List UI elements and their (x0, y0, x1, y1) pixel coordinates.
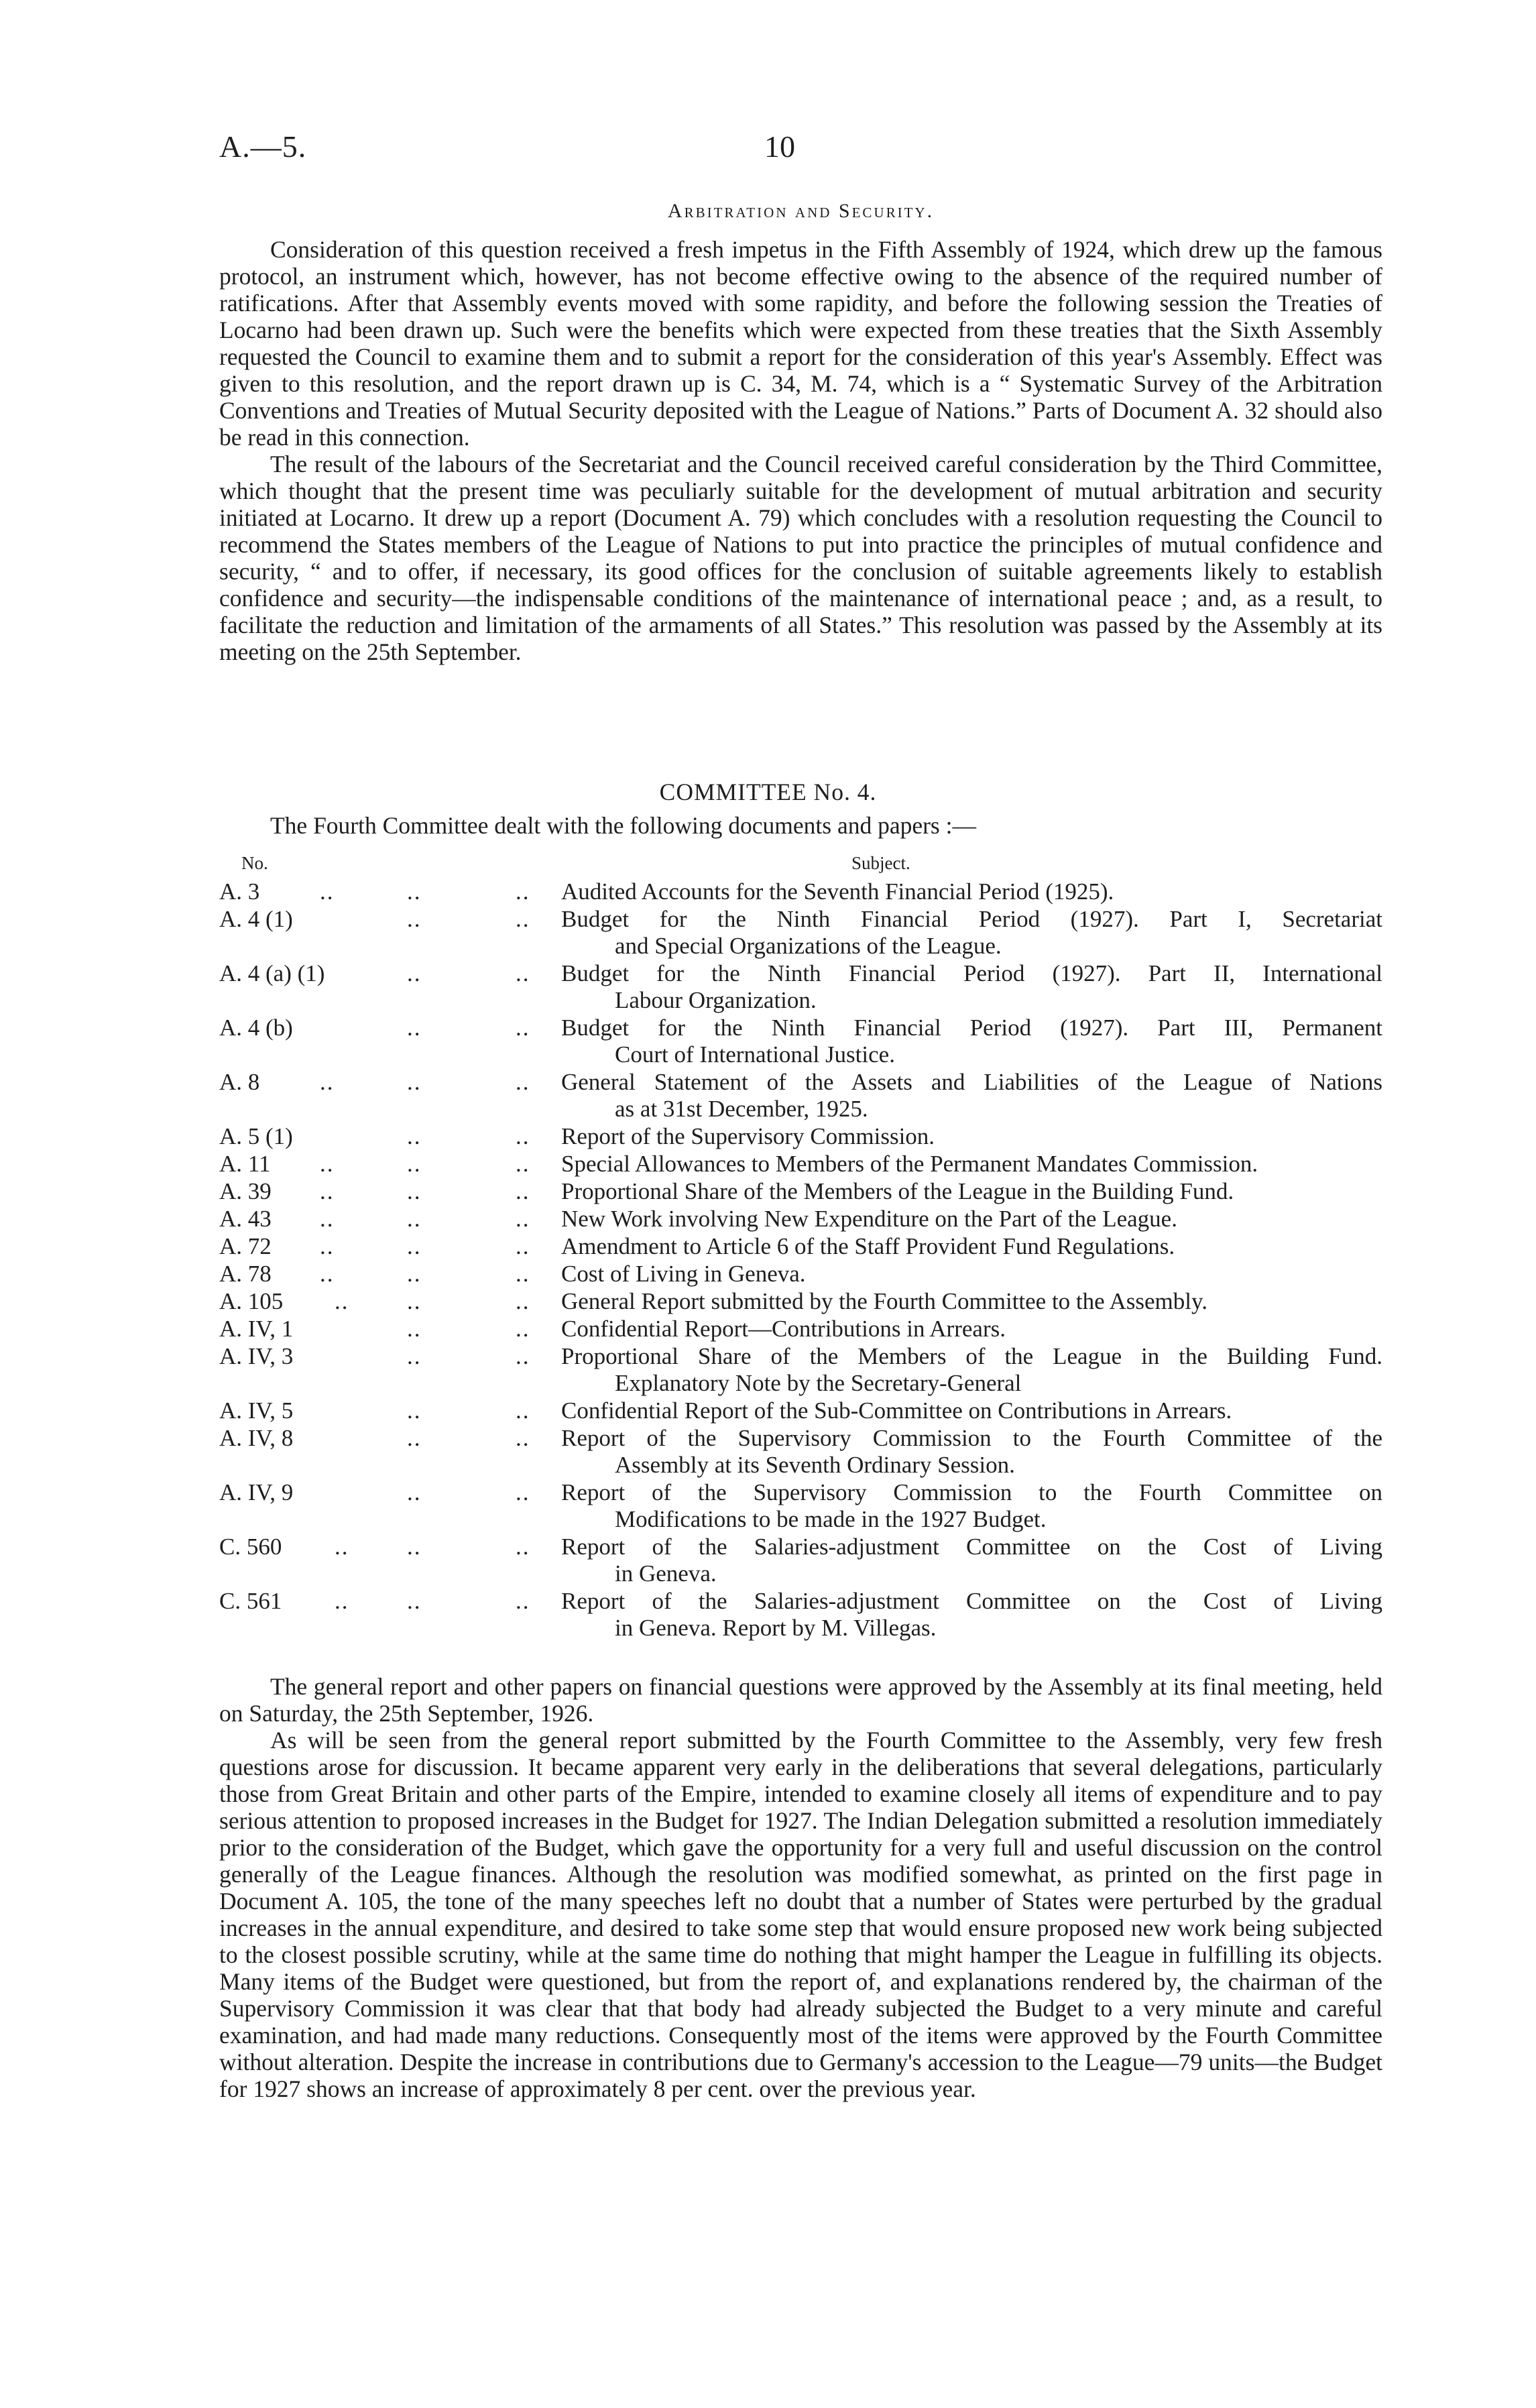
page-number: 10 (764, 129, 795, 164)
leader-dots: .. (407, 906, 422, 932)
document-subject-continuation: in Geneva. (615, 1560, 717, 1587)
leader-dots: .. (320, 1178, 335, 1204)
leader-dots: .. (516, 1534, 530, 1560)
leader-dots: .. (516, 1206, 530, 1232)
document-subject (561, 1343, 1382, 1397)
document-subject-line: Proportional Share of the Members of the League in the Building Fund. (561, 1343, 1382, 1369)
document-number: A. 105 (219, 1288, 284, 1314)
leader-dots: .. (407, 1015, 422, 1041)
committee-paragraph-1: The general report and other papers on financial questions were approved by the Assembly at its final meeting, held on Saturday, the 25th September, 1926. (219, 1673, 1382, 1727)
document-subject (561, 1397, 1382, 1424)
document-subject-line: General Report submitted by the Fourth Committee to the Assembly. (561, 1288, 1207, 1314)
document-subject (561, 1288, 1382, 1315)
document-subject-continuation: as at 31st December, 1925. (615, 1096, 868, 1122)
leader-dots: .. (407, 1178, 422, 1204)
document-number: A. IV, 8 (219, 1425, 294, 1451)
document-number: A. 78 (219, 1261, 272, 1287)
section-heading-committee-4: COMMITTEE No. 4. (659, 779, 877, 805)
leader-dots: .. (407, 1343, 422, 1369)
leader-dots: .. (407, 1123, 422, 1149)
arbitration-section (219, 236, 1382, 665)
leader-dots: .. (516, 1288, 530, 1314)
document-number: A. 39 (219, 1178, 272, 1204)
document-subject-line: New Work involving New Expenditure on the Part of the League. (561, 1206, 1177, 1232)
document-number: A. IV, 5 (219, 1397, 294, 1424)
leader-dots: .. (320, 1151, 335, 1177)
arbitration-paragraph-2: The result of the labours of the Secretariat and the Council received careful consideration by the Third Committee, which thought that the present time was peculiarly suitable for the development of mutual arbitration and security initiated at Locarno. It drew up a report (Document A. 79) which concludes with a resolution requesting the Council to recommend the States members of the League of Nations to put into practice the principles of mutual confidence and security, “ and to offer, if necessary, its good offices for the conclusion of suitable agreements likely to establish confidence and security—the indispensable conditions of the maintenance of international peace ; and, as a result, to facilitate the reduction and limitation of the armaments of all States.” This resolution was passed by the Assembly at its meeting on the 25th September. (219, 451, 1382, 665)
document-subject-continuation: Assembly at its Seventh Ordinary Session. (615, 1452, 1015, 1478)
document-subject-line: Budget for the Ninth Financial Period (1927). Part I, Secretariat (561, 906, 1382, 932)
document-number: A. 43 (219, 1206, 272, 1232)
leader-dots: .. (516, 1425, 530, 1451)
document-subject-line: Amendment to Article 6 of the Staff Provident Fund Regulations. (561, 1233, 1175, 1259)
leader-dots: .. (516, 1261, 530, 1287)
document-subject (561, 1151, 1382, 1178)
document-subject-line: Cost of Living in Geneva. (561, 1261, 806, 1287)
leader-dots: .. (516, 1588, 530, 1614)
leader-dots: .. (407, 1534, 422, 1560)
leader-dots: .. (320, 1261, 335, 1287)
leader-dots: .. (407, 1069, 422, 1095)
leader-dots: .. (516, 1233, 530, 1259)
leader-dots: .. (407, 1261, 422, 1287)
document-subject-continuation: and Special Organizations of the League. (615, 933, 1002, 959)
document-subject (561, 1015, 1382, 1068)
document-subject (561, 906, 1382, 960)
committee-intro: The Fourth Committee dealt with the following documents and papers :— (270, 812, 976, 839)
document-number: A. IV, 1 (219, 1316, 294, 1342)
document-subject-line: Report of the Supervisory Commission to the Fourth Committee on (561, 1479, 1382, 1505)
document-number: A. 4 (a) (1) (219, 960, 325, 986)
document-reference: A.—5. (219, 129, 307, 164)
leader-dots: .. (516, 1151, 530, 1177)
leader-dots: .. (407, 878, 422, 905)
document-subject-continuation: Explanatory Note by the Secretary-General (615, 1370, 1022, 1396)
document-subject (561, 1534, 1382, 1587)
document-subject-line: Report of the Supervisory Commission to the Fourth Committee of the (561, 1425, 1382, 1451)
document-subject-line: Special Allowances to Members of the Permanent Mandates Commission. (561, 1151, 1258, 1177)
document-subject-continuation: Modifications to be made in the 1927 Budget. (615, 1506, 1047, 1532)
leader-dots: .. (516, 906, 530, 932)
leader-dots: .. (516, 1479, 530, 1505)
document-subject (561, 1233, 1382, 1260)
leader-dots: .. (516, 1015, 530, 1041)
leader-dots: .. (516, 1343, 530, 1369)
leader-dots: .. (407, 1588, 422, 1614)
document-subject-continuation: in Geneva. Report by M. Villegas. (615, 1615, 937, 1641)
document-subject-continuation: Court of International Justice. (615, 1041, 895, 1068)
document-subject-line: Proportional Share of the Members of the League in the Building Fund. (561, 1178, 1234, 1204)
document-number: A. 8 (219, 1069, 260, 1095)
document-number: A. 4 (b) (219, 1015, 293, 1041)
document-subject (561, 1261, 1382, 1287)
document-subject-continuation: Labour Organization. (615, 987, 817, 1013)
document-subject-line: Budget for the Ninth Financial Period (1927). Part III, Permanent (561, 1015, 1382, 1041)
leader-dots: .. (407, 1316, 422, 1342)
document-number: A. 5 (1) (219, 1123, 293, 1149)
leader-dots: .. (320, 1206, 335, 1232)
leader-dots: .. (407, 1397, 422, 1424)
document-subject-line: Audited Accounts for the Seventh Financial Period (1925). (561, 878, 1114, 905)
document-subject-line: General Statement of the Assets and Liabilities of the League of Nations (561, 1069, 1382, 1095)
leader-dots: .. (407, 960, 422, 986)
committee-paragraph-2: As will be seen from the general report submitted by the Fourth Committee to the Assembly, very few fresh questions arose for discussion. It became apparent very early in the deliberations that several delegations, particularly those from Great Britain and other parts of the Empire, intended to examine closely all items of expenditure and to pay serious attention to proposed increases in the Budget for 1927. The Indian Delegation submitted a resolution immediately prior to the consideration of the Budget, which gave the opportunity for a very full and useful discussion on the control generally of the League finances. Although the resolution was modified somewhat, as printed on the first page in Document A. 105, the tone of the many speeches left no doubt that a number of States were perturbed by the gradual increases in the annual expenditure, and desired to take some step that would ensure proposed new work being subjected to the closest possible scrutiny, while at the same time do nothing that might hamper the League in fulfilling its objects. Many items of the Budget were questioned, but from the report of, and explanations rendered by, the chairman of the Supervisory Commission it was clear that that body had already subjected the Budget to a very minute and careful examination, and had made many reductions. Consequently most of the items were approved by the Fourth Committee without alteration. Despite the increase in contributions due to Germany's accession to the League—79 units—the Budget for 1927 shows an increase of approximately 8 per cent. over the previous year. (219, 1727, 1382, 2102)
leader-dots: .. (407, 1206, 422, 1232)
document-subject (561, 1178, 1382, 1205)
arbitration-paragraph-1: Consideration of this question received a fresh impetus in the Fifth Assembly of 1924, which drew up the famous protocol, an instrument which, however, has not become effective owing to the absence of the required number of ratifications. After that Assembly events moved with some rapidity, and before the following session the Treaties of Locarno had been drawn up. Such were the benefits which were expected from these treaties that the Sixth Assembly requested the Council to examine them and to submit a report for the consideration of this year's Assembly. Effect was given to this resolution, and the report drawn up is C. 34, M. 74, which is a “ Systematic Survey of the Arbitration Conventions and Treaties of Mutual Security deposited with the League of Nations.” Parts of Document A. 32 should also be read in this connection. (219, 236, 1382, 451)
document-number: C. 561 (219, 1588, 282, 1614)
leader-dots: .. (407, 1425, 422, 1451)
document-subject-line: Confidential Report of the Sub-Committee on Contributions in Arrears. (561, 1397, 1232, 1424)
document-number: A. 72 (219, 1233, 272, 1259)
column-header-no: No. (241, 853, 268, 873)
document-number: A. 11 (219, 1151, 271, 1177)
document-number: A. 4 (1) (219, 906, 293, 932)
leader-dots: .. (407, 1288, 422, 1314)
leader-dots: .. (516, 1316, 530, 1342)
leader-dots: .. (335, 1288, 349, 1314)
leader-dots: .. (516, 878, 530, 905)
leader-dots: .. (516, 1178, 530, 1204)
document-subject (561, 878, 1382, 905)
section-heading-arbitration: Arbitration and Security. (667, 200, 935, 222)
leader-dots: .. (516, 960, 530, 986)
leader-dots: .. (516, 1069, 530, 1095)
document-subject (561, 1316, 1382, 1342)
document-subject (561, 1069, 1382, 1123)
document-subject (561, 1123, 1382, 1150)
document-subject (561, 960, 1382, 1014)
document-subject (561, 1479, 1382, 1533)
document-subject-line: Report of the Salaries-adjustment Committee on the Cost of Living (561, 1588, 1382, 1614)
leader-dots: .. (335, 1534, 349, 1560)
document-subject-line: Budget for the Ninth Financial Period (1927). Part II, International (561, 960, 1382, 986)
leader-dots: .. (407, 1151, 422, 1177)
leader-dots: .. (407, 1479, 422, 1505)
document-number: A. IV, 3 (219, 1343, 294, 1369)
document-subject-line: Confidential Report—Contributions in Arrears. (561, 1316, 1006, 1342)
committee-closing-section (219, 1673, 1382, 2102)
document-number: C. 560 (219, 1534, 282, 1560)
leader-dots: .. (516, 1123, 530, 1149)
document-subject (561, 1425, 1382, 1479)
document-subject-line: Report of the Supervisory Commission. (561, 1123, 935, 1149)
leader-dots: .. (320, 878, 335, 905)
leader-dots: .. (516, 1397, 530, 1424)
leader-dots: .. (407, 1233, 422, 1259)
document-number: A. 3 (219, 878, 260, 905)
document-subject (561, 1206, 1382, 1232)
document-subject (561, 1588, 1382, 1642)
leader-dots: .. (335, 1588, 349, 1614)
document-number: A. IV, 9 (219, 1479, 294, 1505)
column-header-subject: Subject. (851, 853, 910, 873)
leader-dots: .. (320, 1069, 335, 1095)
leader-dots: .. (320, 1233, 335, 1259)
document-subject-line: Report of the Salaries-adjustment Committee on the Cost of Living (561, 1534, 1382, 1560)
